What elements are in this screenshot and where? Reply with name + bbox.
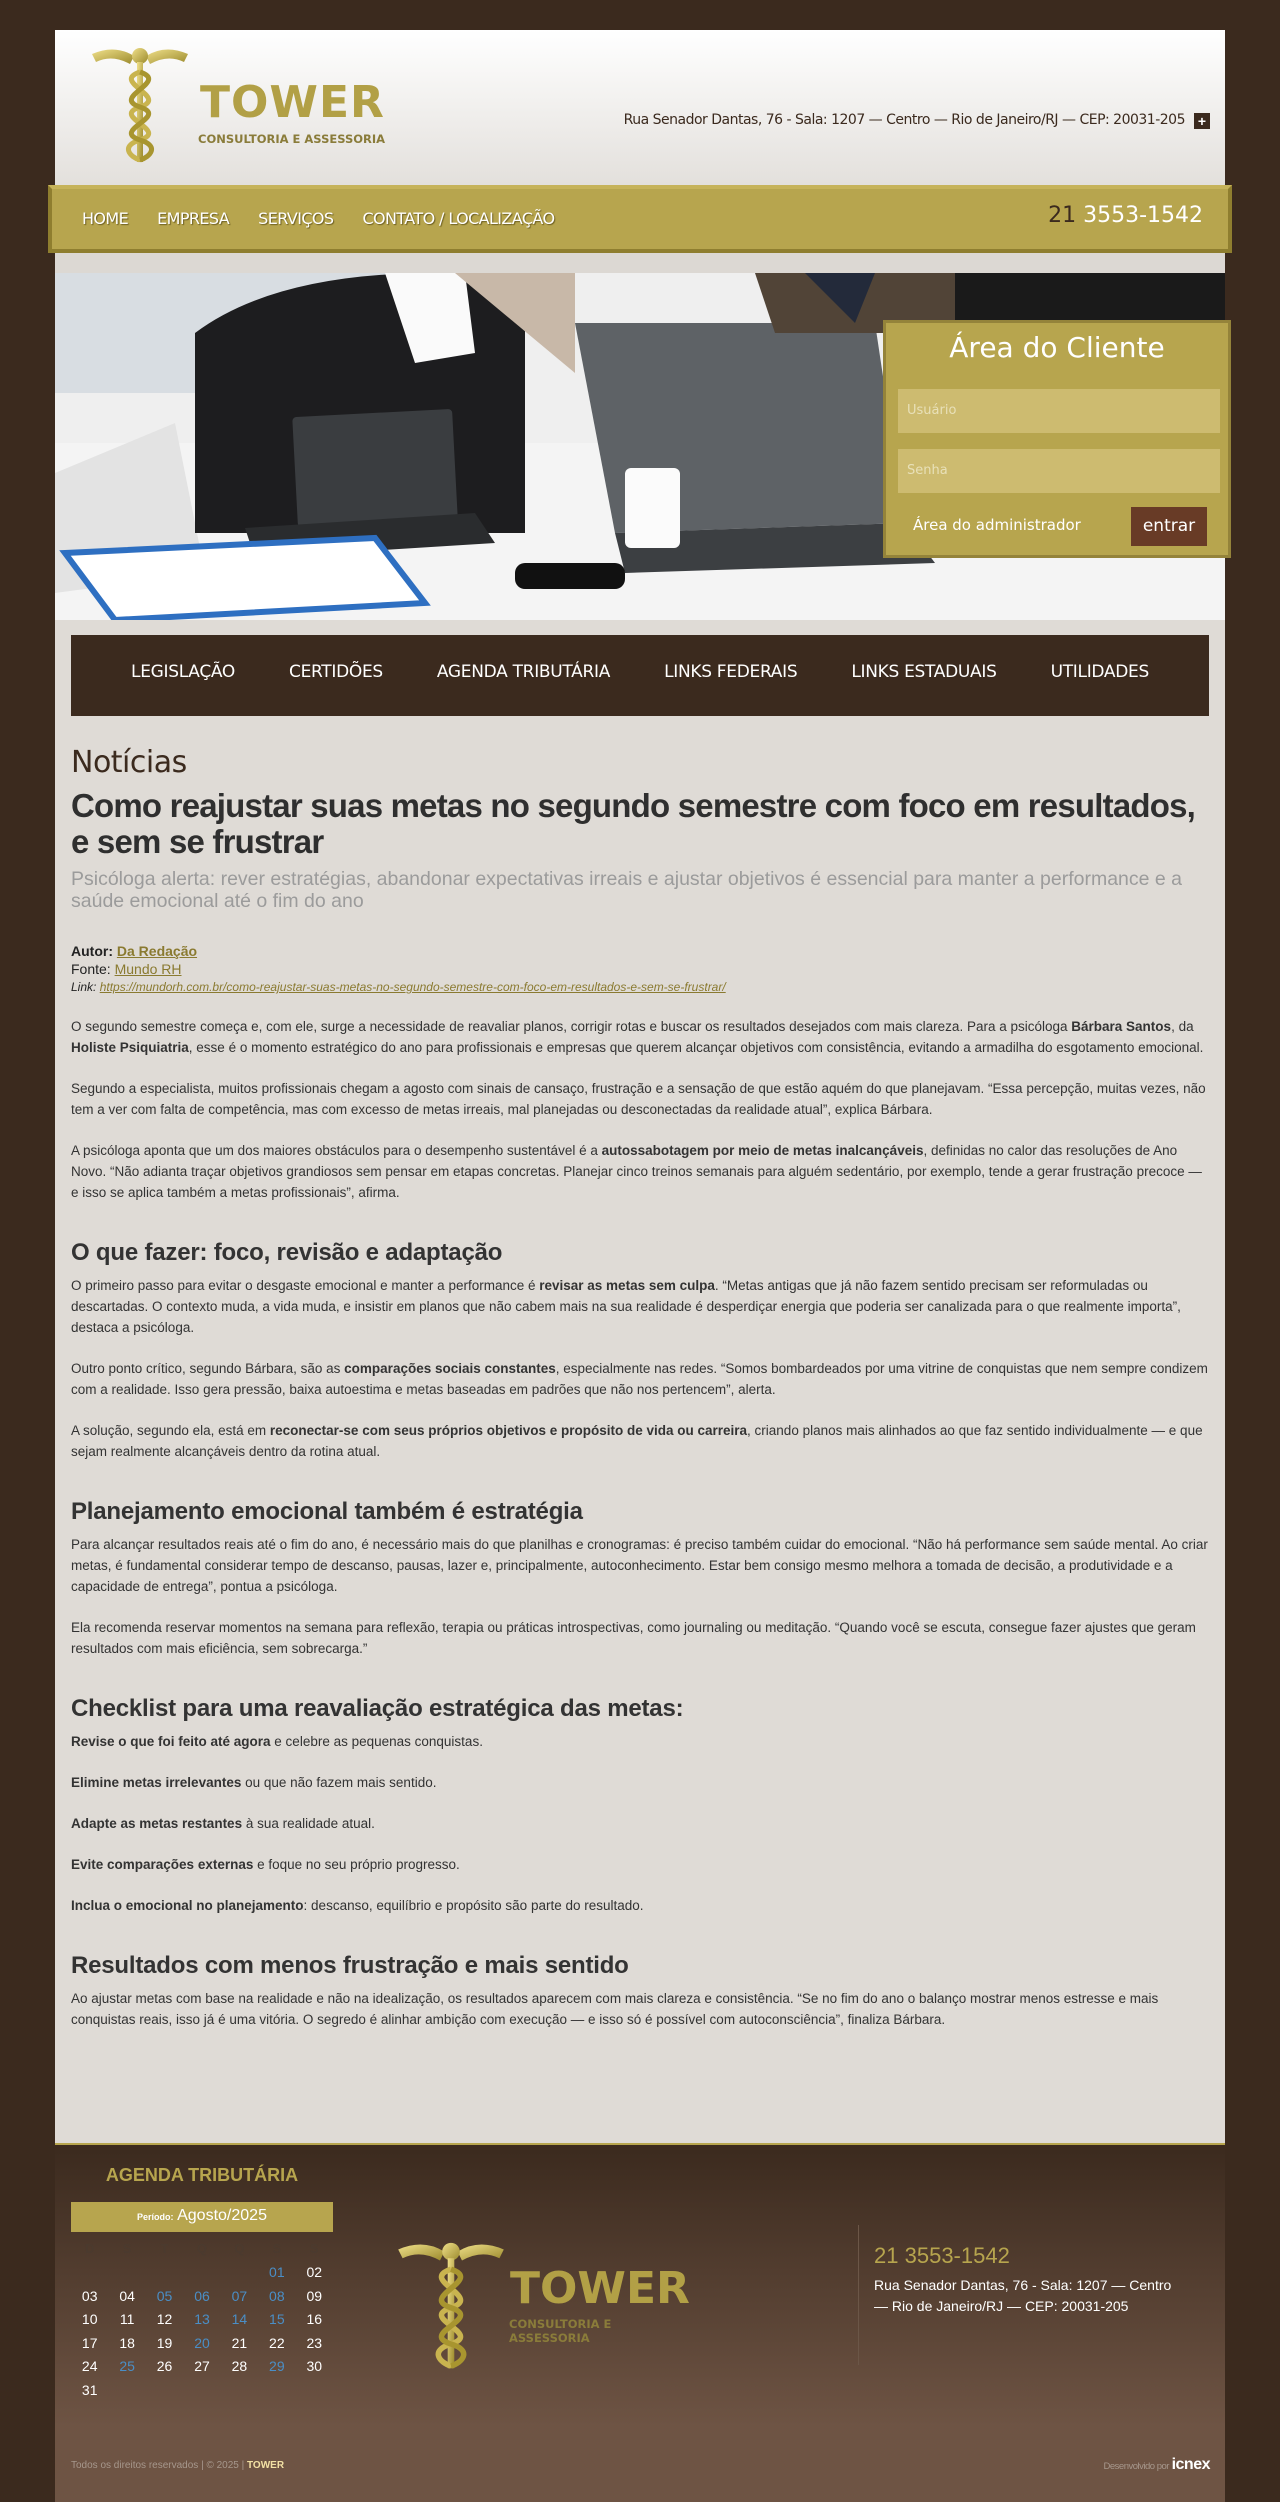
footer-address: Rua Senador Dantas, 76 - Sala: 1207 — Centro — Rio de Janeiro/RJ — CEP: 20031-205 bbox=[874, 2277, 1172, 2314]
phone-number: 3553-1542 bbox=[1083, 203, 1203, 228]
site-header bbox=[55, 30, 1225, 185]
checklist-item: Inclua o emocional no planejamento: descanso, equilíbrio e propósito são parte do resultado. bbox=[71, 1898, 644, 1913]
calendar-day: 17 bbox=[81, 2334, 98, 2351]
client-login-panel bbox=[883, 320, 1231, 558]
checklist-item: Revise o que foi feito até agora e celebre as pequenas conquistas. bbox=[71, 1734, 483, 1749]
calendar-day: 30 bbox=[306, 2358, 323, 2375]
paragraph: Outro ponto crítico, segundo Bárbara, são as comparações sociais constantes, especialmente nas redes. “Somos bombardeados por uma vitrine de conquistas que nem sempre condizem com a realidade. Isso gera pressão, baixa autoestima e metas baseadas em padrões que não nos pertencem”, alerta. bbox=[71, 1361, 1208, 1397]
calendar-period: Período: Agosto/2025 bbox=[71, 2202, 333, 2232]
calendar-day: 31 bbox=[81, 2381, 98, 2398]
source-label: Fonte: bbox=[71, 961, 111, 977]
article-title: Como reajustar suas metas no segundo semestre com foco em resultados, e sem se frustrar bbox=[71, 787, 1196, 860]
paragraph: Ao ajustar metas com base na realidade e não na idealização, os resultados aparecem com mais clareza e consistência. “Se no fim do ano o balanço mostrar menos estresse e mais conquistas reais, isso já é uma vitória. O segredo é alinhar ambição com execução — e isso só é possível com autoconsciência”, finaliza Bárbara. bbox=[71, 1991, 1159, 2027]
calendar-day: 27 bbox=[194, 2358, 210, 2375]
calendar-day: 19 bbox=[156, 2334, 173, 2351]
calendar-day: 04 bbox=[119, 2287, 135, 2304]
nav-strip bbox=[55, 253, 1225, 273]
calendar-day: 24 bbox=[81, 2358, 98, 2375]
submenu-certidoes[interactable]: CERTIDÕES bbox=[289, 662, 383, 682]
calendar-day[interactable]: 25 bbox=[119, 2358, 135, 2375]
paragraph: A solução, segundo ela, está em reconectar-se com seus próprios objetivos e propósito de vida ou carreira, criando planos mais alinhados ao que faz sentido individualmente — e que sejam realmente alcançáveis dentro da rotina atual. bbox=[71, 1423, 1203, 1459]
calendar-day: 22 bbox=[269, 2334, 285, 2351]
logo-subtitle: CONSULTORIA E ASSESSORIA bbox=[198, 132, 386, 146]
calendar-day: 23 bbox=[306, 2334, 323, 2351]
paragraph: O segundo semestre começa e, com ele, surge a necessidade de reavaliar planos, corrigir rotas e buscar os resultados desejados com mais clareza. Para a psicóloga Bárbara Santos, da Holiste Psiquiatria, esse é o momento estratégico do ano para profissionais e empresas que querem alcançar objetivos com consistência, evitando a armadilha do esgotamento emocional. bbox=[71, 1019, 1204, 1055]
submenu bbox=[71, 635, 1209, 716]
paragraph: Ela recomenda reservar momentos na semana para reflexão, terapia ou práticas introspectivas, como journaling ou meditação. “Quando você se escuta, consegue fazer ajustes que geram resultados com mais eficiência, sem sobrecarga.” bbox=[71, 1620, 1196, 1656]
calendar-day[interactable]: 14 bbox=[231, 2311, 248, 2328]
calendar-day[interactable]: 15 bbox=[269, 2311, 285, 2328]
subheading: O que fazer: foco, revisão e adaptação bbox=[71, 1239, 503, 1266]
calendar-day[interactable]: 20 bbox=[194, 2334, 210, 2351]
weekday-header: D bbox=[85, 2241, 95, 2257]
caduceus-icon bbox=[90, 42, 190, 167]
submenu-legislacao[interactable]: LEGISLAÇÃO bbox=[131, 662, 236, 682]
calendar-title[interactable]: AGENDA TRIBUTÁRIA bbox=[105, 2165, 299, 2185]
admin-area-link[interactable]: Área do administrador bbox=[913, 516, 1081, 534]
header-phone bbox=[1048, 203, 1203, 228]
checklist-item: Evite comparações externas e foque no seu próprio progresso. bbox=[71, 1857, 460, 1872]
calendar-day[interactable]: 06 bbox=[194, 2287, 210, 2304]
calendar-day bbox=[71, 2261, 108, 2285]
nav-item-servicos[interactable]: SERVIÇOS bbox=[258, 209, 334, 228]
tower-logo[interactable] bbox=[90, 42, 390, 167]
footer-phone: 21 3553-1542 bbox=[874, 2243, 1010, 2268]
caduceus-icon bbox=[396, 2235, 506, 2375]
author-link[interactable]: Da Redação bbox=[116, 943, 198, 959]
calendar-day: 12 bbox=[156, 2311, 173, 2328]
footer-brand: TOWER bbox=[510, 2263, 690, 2314]
paragraph: O primeiro passo para evitar o desgaste emocional e manter a performance é revisar as metas sem culpa. “Metas antigas que já não fazem sentido precisam ser reformuladas ou descartadas. O contexto muda, a vida muda, e insistir em planos que não cabem mais na sua realidade é desperdiçar energia que poderia ser canalizada para o que realmente importa”, destaca a psicóloga. bbox=[71, 1278, 1181, 1335]
username-input[interactable]: Usuário bbox=[898, 389, 1220, 433]
copyright-text: Todos os direitos reservados | © 2025 | TOWER bbox=[71, 2460, 285, 2471]
phone-ddd: 21 bbox=[1048, 203, 1077, 228]
weekday-header: S bbox=[122, 2241, 132, 2257]
source-link[interactable]: Mundo RH bbox=[114, 961, 182, 977]
header-address: Rua Senador Dantas, 76 - Sala: 1207 — Centro — Rio de Janeiro/RJ — CEP: 20031-205 bbox=[623, 112, 1185, 128]
paragraph: Segundo a especialista, muitos profissionais chegam a agosto com sinais de cansaço, frustração e a sensação de que estão aquém do que planejavam. “Essa percepção, muitas vezes, não tem a ver com falta de competência, mas com excesso de metas irreais, mal planejadas ou desconectadas da realidade atual”, explica Bárbara. bbox=[71, 1081, 1206, 1117]
calendar-day bbox=[146, 2261, 183, 2285]
checklist-item: Elimine metas irrelevantes ou que não fazem mais sentido. bbox=[71, 1775, 437, 1790]
calendar-day: 28 bbox=[231, 2358, 248, 2375]
footer-contact bbox=[858, 2225, 1188, 2365]
main-nav bbox=[48, 185, 1232, 253]
submenu-links-federais[interactable]: LINKS FEDERAIS bbox=[664, 662, 798, 682]
submenu-utilidades[interactable]: UTILIDADES bbox=[1050, 662, 1149, 682]
weekday-header: S bbox=[309, 2241, 319, 2257]
developer-credit[interactable] bbox=[1104, 2456, 1210, 2474]
checklist-item: Adapte as metas restantes à sua realidade atual. bbox=[71, 1816, 375, 1831]
calendar-day[interactable]: 08 bbox=[269, 2287, 285, 2304]
calendar-day bbox=[108, 2261, 145, 2285]
paragraph: Para alcançar resultados reais até o fim do ano, é necessário mais do que planilhas e cronogramas: é preciso também cuidar do emocional. “Não há performance sem saúde mental. Ao criar metas, é fundamental considerar tempo de descanso, pausas, lazer e, principalmente, autoconhecimento. Estar bem consigo mesmo melhora a tomada de decisão, a produtividade e a capacidade de entrega”, pontua a psicóloga. bbox=[71, 1537, 1208, 1594]
calendar-day: 16 bbox=[306, 2311, 323, 2328]
calendar-day[interactable]: 07 bbox=[231, 2287, 248, 2304]
subheading: Checklist para uma reavaliação estratégica das metas: bbox=[71, 1695, 684, 1722]
footer-brand-subtitle: CONSULTORIA E ASSESSORIA bbox=[509, 2317, 612, 2345]
article-url[interactable]: https://mundorh.com.br/como-reajustar-suas-metas-no-segundo-semestre-com-foco-em-resultados-e-sem-se-frustrar/ bbox=[99, 980, 726, 994]
calendar-day[interactable]: 01 bbox=[269, 2264, 285, 2281]
calendar-grid bbox=[71, 2237, 333, 2402]
weekday-header: T bbox=[160, 2241, 169, 2257]
paragraph: A psicóloga aponta que um dos maiores obstáculos para o desempenho sustentável é a autossabotagem por meio de metas inalcançáveis, definidas no calor das resoluções de Ano Novo. “Não adianta traçar objetivos grandiosos sem pensar em etapas concretas. Planejar cinco treinos semanais para alguém sedentário, por exemplo, tende a gerar frustração precoce — e isso se aplica também a metas profissionais”, afirma. bbox=[71, 1143, 1202, 1200]
calendar-day bbox=[221, 2261, 258, 2285]
article-lead: Psicóloga alerta: rever estratégias, abandonar expectativas irreais e ajustar objetivos é essencial para manter a performance e a saúde emocional até o fim do ano bbox=[71, 868, 1183, 912]
copyright-bar bbox=[55, 2427, 1225, 2502]
calendar-day: 03 bbox=[81, 2287, 98, 2304]
subheading: Resultados com menos frustração e mais sentido bbox=[71, 1952, 629, 1979]
calendar-day[interactable]: 05 bbox=[156, 2287, 173, 2304]
calendar-day bbox=[296, 2378, 333, 2402]
nav-item-contato[interactable]: CONTATO / LOCALIZAÇÃO bbox=[362, 209, 555, 228]
plus-icon[interactable]: + bbox=[1194, 113, 1210, 129]
submenu-links-estaduais[interactable]: LINKS ESTADUAIS bbox=[851, 662, 997, 682]
calendar-day bbox=[183, 2378, 220, 2402]
password-input[interactable]: Senha bbox=[898, 449, 1220, 493]
calendar-day: 18 bbox=[119, 2334, 135, 2351]
calendar-day[interactable]: 13 bbox=[194, 2311, 210, 2328]
weekday-header: Q bbox=[196, 2241, 208, 2257]
link-label: Link: bbox=[71, 980, 97, 994]
calendar-day: 21 bbox=[231, 2334, 248, 2351]
tax-calendar bbox=[71, 2165, 333, 2402]
nav-item-home[interactable]: HOME bbox=[82, 209, 129, 228]
calendar-day bbox=[258, 2378, 295, 2402]
icnex-logo: icnex bbox=[1171, 2456, 1210, 2473]
logo-brand: TOWER bbox=[200, 77, 385, 128]
footer-logo[interactable] bbox=[396, 2235, 696, 2375]
submenu-agenda[interactable]: AGENDA TRIBUTÁRIA bbox=[436, 662, 611, 682]
section-title: Notícias bbox=[71, 745, 187, 780]
weekday-header: Q bbox=[234, 2241, 245, 2257]
news-article bbox=[71, 745, 1209, 2030]
calendar-day: 11 bbox=[119, 2311, 135, 2328]
weekday-header: S bbox=[272, 2241, 282, 2257]
login-button[interactable]: entrar bbox=[1131, 507, 1207, 546]
calendar-day: 10 bbox=[81, 2311, 98, 2328]
main-content bbox=[55, 620, 1225, 2145]
calendar-day[interactable]: 29 bbox=[269, 2358, 285, 2375]
calendar-day bbox=[221, 2378, 258, 2402]
nav-item-empresa[interactable]: EMPRESA bbox=[157, 209, 230, 228]
article-meta bbox=[71, 942, 1209, 996]
client-area-title: Área do Cliente bbox=[949, 331, 1165, 364]
calendar-day: 09 bbox=[306, 2287, 323, 2304]
site-footer bbox=[55, 2145, 1225, 2427]
author-label: Autor: bbox=[71, 943, 113, 959]
calendar-day: 02 bbox=[306, 2264, 323, 2281]
calendar-day bbox=[108, 2378, 145, 2402]
dev-label: Desenvolvido por bbox=[1103, 2461, 1169, 2472]
calendar-day bbox=[146, 2378, 183, 2402]
calendar-day: 26 bbox=[156, 2358, 173, 2375]
calendar-day bbox=[183, 2261, 220, 2285]
subheading: Planejamento emocional também é estratégia bbox=[71, 1498, 583, 1525]
